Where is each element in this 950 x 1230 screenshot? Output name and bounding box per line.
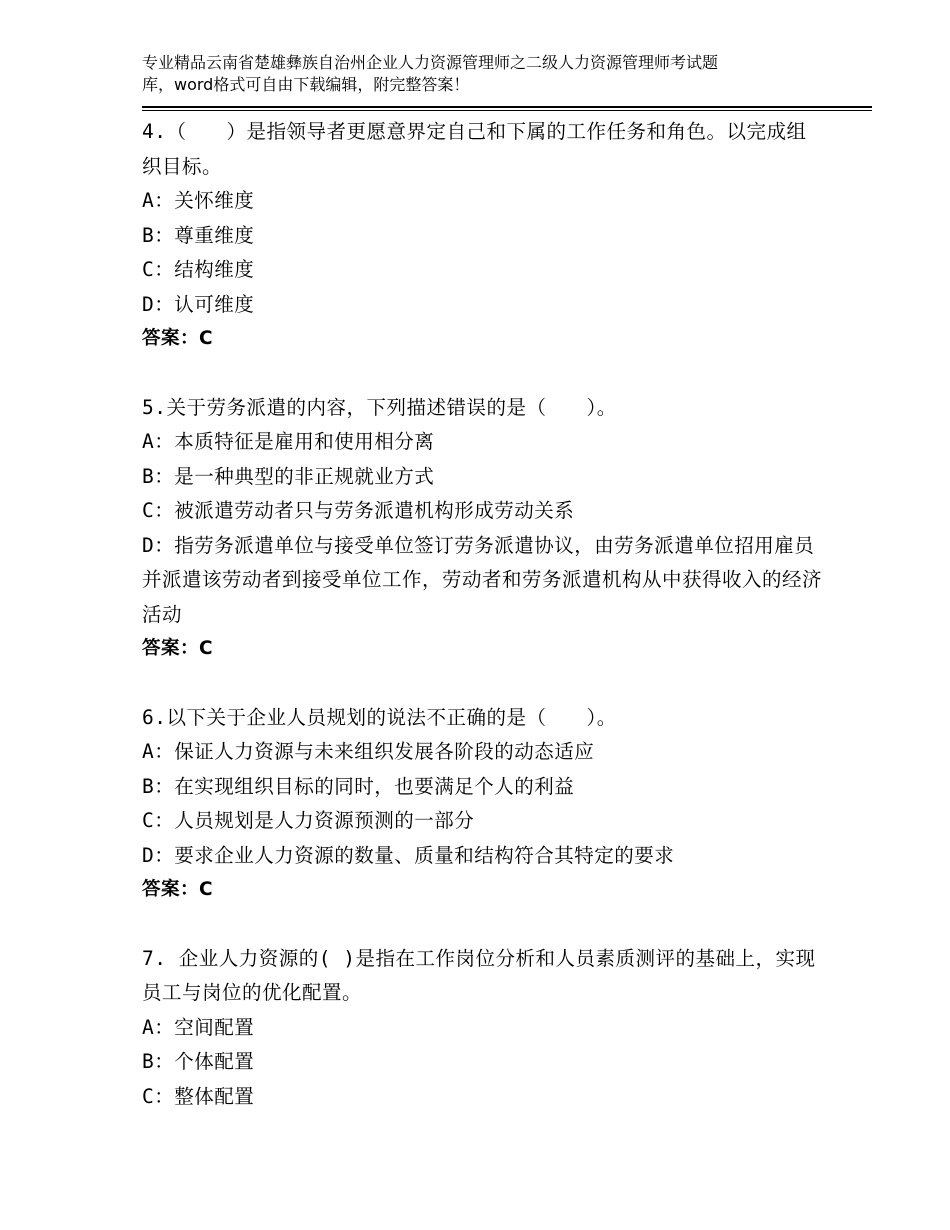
header-line-2: 库，word格式可自由下载编辑，附完整答案！ xyxy=(142,75,470,94)
option-c: C：人员规划是人力资源预测的一部分 xyxy=(142,809,475,832)
question-stem: 5.关于劳务派遣的内容，下列描述错误的是（ ）。 xyxy=(142,395,617,419)
option-b: B：在实现组织目标的同时，也要满足个人的利益 xyxy=(142,774,575,798)
option-c: C：结构维度 xyxy=(142,258,255,281)
option-d: D：认可维度 xyxy=(142,292,255,316)
option-a: A：本质特征是雇用和使用相分离 xyxy=(142,430,435,453)
header-rule xyxy=(142,106,872,111)
question-6 xyxy=(142,701,866,908)
question-7 xyxy=(142,942,866,1115)
option-c: C：整体配置 xyxy=(142,1084,255,1108)
answer: 答案：C xyxy=(142,638,214,659)
answer: 答案：C xyxy=(142,328,214,349)
page-header xyxy=(142,52,832,96)
option-d: D：指劳务派遣单位与接受单位签订劳务派遣协议，由劳务派遣单位招用雇员并派遣该劳动者到接受单位工作，劳动者和劳务派遣机构从中获得收入的经济活动 xyxy=(142,533,823,626)
header-line-1: 专业精品云南省楚雄彝族自治州企业人力资源管理师之二级人力资源管理师考试题 xyxy=(142,53,719,72)
option-c: C：被派遣劳动者只与劳务派遣机构形成劳动关系 xyxy=(142,499,575,522)
question-5 xyxy=(142,391,866,667)
option-d: D：要求企业人力资源的数量、质量和结构符合其特定的要求 xyxy=(142,843,675,867)
option-a: A：空间配置 xyxy=(142,1015,255,1039)
question-4 xyxy=(142,115,866,357)
option-b: B：尊重维度 xyxy=(142,223,255,247)
option-b: B：个体配置 xyxy=(142,1050,255,1073)
option-a: A：关怀维度 xyxy=(142,189,255,212)
question-stem: 4.（ ）是指领导者更愿意界定自己和下属的工作任务和角色。以完成组织目标。 xyxy=(142,120,807,178)
option-a: A：保证人力资源与未来组织发展各阶段的动态适应 xyxy=(142,740,595,763)
question-stem: 7. 企业人力资源的( )是指在工作岗位分析和人员素质测评的基础上，实现员工与岗位的优化配置。 xyxy=(142,946,816,1004)
question-stem: 6.以下关于企业人员规划的说法不正确的是（ ）。 xyxy=(142,705,617,729)
answer: 答案：C xyxy=(142,879,214,900)
option-b: B：是一种典型的非正规就业方式 xyxy=(142,464,435,488)
